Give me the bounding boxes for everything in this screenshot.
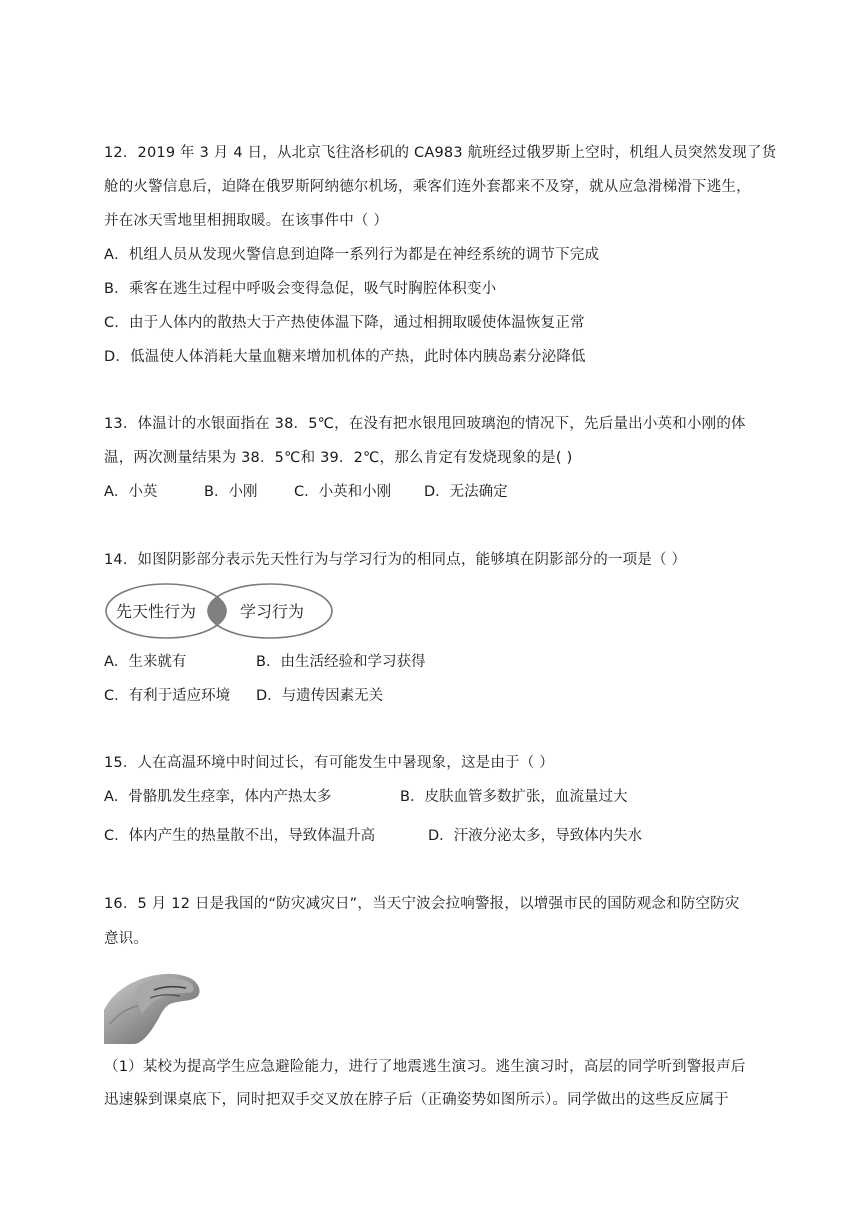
venn-diagram: [104, 582, 334, 640]
question-16-stem-line-1: 16．5 月 12 日是我国的“防灾减灾日”，当天宁波会拉响警报，以增强市民的国防观念和防空防灾: [104, 896, 740, 912]
question-12-option-a: A．机组人员从发现火警信息到迫降一系列行为都是在神经系统的调节下完成: [104, 247, 600, 263]
protective-posture-photo: [104, 964, 204, 1044]
question-15-option-c: C．体内产生的热量散不出，导致体温升高: [104, 828, 376, 844]
question-14-option-c: C．有利于适应环境: [104, 688, 231, 704]
question-16-sub1-line-1: （1）某校为提高学生应急避险能力，进行了地震逃生演习。逃生演习时，高层的同学听到警报声后: [104, 1059, 746, 1075]
venn-left-label: 先天性行为: [116, 602, 197, 621]
question-14-option-b: B．由生活经验和学习获得: [256, 654, 426, 670]
question-16-sub1-line-2: 迅速躲到课桌底下，同时把双手交叉放在脖子后（正确姿势如图所示）。同学做出的这些反应属于: [104, 1092, 729, 1108]
question-13-stem-line-2: 温，两次测量结果为 38．5℃和 39．2℃，那么肯定有发烧现象的是( ): [104, 450, 573, 466]
question-12-stem-line-1: 12．2019 年 3 月 4 日，从北京飞往洛杉矶的 CA983 航班经过俄罗斯上空时，机组人员突然发现了货: [104, 145, 777, 161]
question-12-option-b: B．乘客在逃生过程中呼吸会变得急促，吸气时胸腔体积变小: [104, 281, 497, 297]
question-15-option-d: D．汗液分泌太多，导致体内失水: [428, 828, 643, 844]
question-13-stem-line-1: 13．体温计的水银面指在 38．5℃，在没有把水银甩回玻璃泡的情况下，先后量出小英和小刚的体: [104, 416, 746, 432]
question-13-option-b: B．小刚: [204, 484, 258, 500]
question-12-stem-line-2: 舱的火警信息后，迫降在俄罗斯阿纳德尔机场，乘客们连外套都来不及穿，就从应急滑梯滑下逃生，: [104, 179, 751, 195]
question-14-option-a: A．生来就有: [104, 654, 187, 670]
question-15-option-b: B．皮肤血管多数扩张，血流量过大: [400, 789, 628, 805]
question-13-option-d: D．无法确定: [424, 484, 508, 500]
question-12-option-d: D．低温使人体消耗大量血糖来增加机体的产热，此时体内胰岛素分泌降低: [104, 349, 586, 365]
venn-right-label: 学习行为: [240, 602, 305, 621]
question-15-option-a: A．骨骼肌发生痉挛，体内产热太多: [104, 789, 332, 805]
question-13-option-c: C．小英和小刚: [294, 484, 392, 500]
question-14-option-d: D．与遗传因素无关: [256, 688, 384, 704]
question-16-stem-line-2: 意识。: [104, 931, 149, 947]
question-14-stem: 14．如图阴影部分表示先天性行为与学习行为的相同点，能够填在阴影部分的一项是（ ）: [104, 552, 687, 568]
question-13-option-a: A．小英: [104, 484, 158, 500]
question-12-option-c: C．由于人体内的散热大于产热使体温下降，通过相拥取暖使体温恢复正常: [104, 315, 585, 331]
question-12-stem-line-3: 并在冰天雪地里相拥取暖。在该事件中（ ）: [104, 213, 389, 229]
question-15-stem: 15．人在高温环境中时间过长，有可能发生中暑现象，这是由于（ ）: [104, 755, 554, 771]
